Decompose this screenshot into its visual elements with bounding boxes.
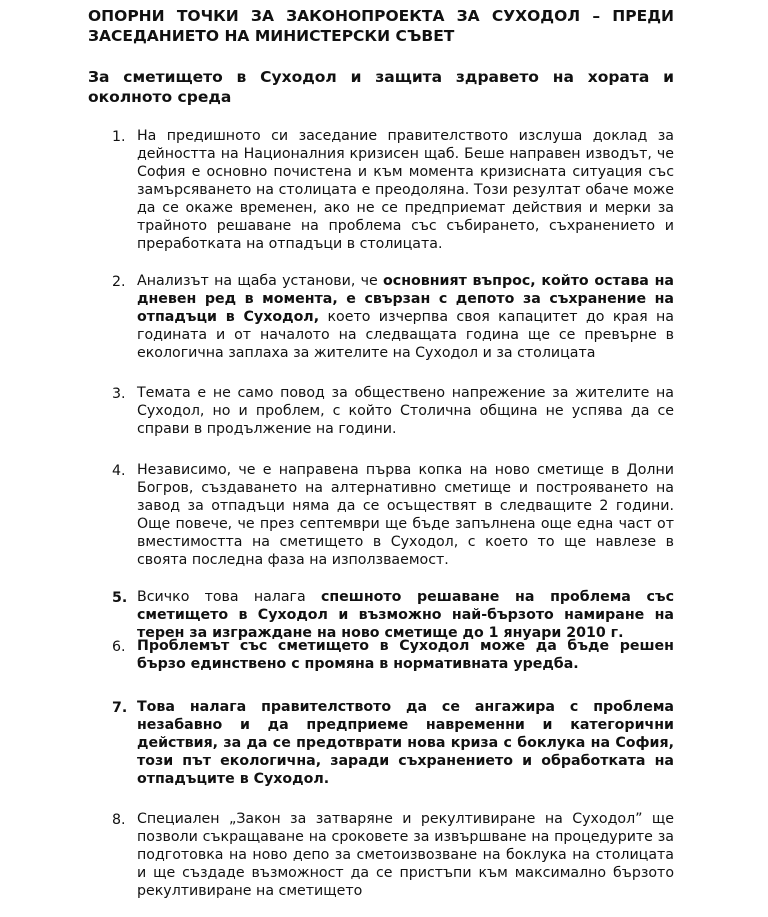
list-item-text: Това налага правителството да се ангажира с проблема незабавно и да предприеме навременни и категорични действия, за да се предотврати нова криза с боклука на София, този път екологична, заради съхранението и обработката на отпадъците в Суходол. (137, 699, 674, 787)
text-emphasis: основният въпрос, който остава на дневен ред в момента, е свързан с депото за съхранение на отпадъци в Суходол, (137, 273, 674, 325)
document-subtitle: За сметището в Суходол и защита здравето на хората и околното среда (88, 68, 674, 106)
list-item-text (137, 588, 674, 642)
list-item-6 (112, 637, 674, 673)
text-emphasis: спешното решаване на проблема със сметището в Суходол и възможно най-бързото намиране на терен за изграждане на ново сметище до 1 януари 2010 г. (137, 589, 675, 641)
text-regular: Анализът на щаба установи, че (137, 273, 384, 289)
text-regular: Всичко това налага (137, 589, 321, 605)
list-item-text: Темата е не само повод за обществено напрежение за жителите на Суходол, но и проблем, с който Столична община не успява да се справи в продължение на години. (137, 385, 674, 437)
list-number: 2. (112, 274, 126, 290)
list-item-7 (112, 698, 674, 788)
list-item-text (137, 272, 674, 362)
list-number: 3. (112, 386, 126, 402)
list-item-text: Специален „Закон за затваряне и рекултивиране на Суходол” ще позволи съкращаване на сроковете за извършване на процедурите за подготовка на ново депо за сметоизвозване на боклука на столицата и ще създаде възможност да се пристъпи към максимално бързото рекултивиране на сметището (137, 811, 674, 899)
list-number: 4. (112, 463, 126, 479)
list-item-8 (112, 810, 674, 900)
list-number: 5. (112, 590, 128, 606)
list-item-3 (112, 384, 674, 438)
list-number: 8. (112, 812, 126, 828)
list-item-2 (112, 272, 674, 362)
document-title: ОПОРНИ ТОЧКИ ЗА ЗАКОНОПРОЕКТА ЗА СУХОДОЛ – ПРЕДИ ЗАСЕДАНИЕТО НА МИНИСТЕРСКИ СЪВЕТ (88, 7, 674, 45)
list-item-4 (112, 461, 674, 569)
list-number: 1. (112, 129, 126, 145)
list-item-1 (112, 127, 674, 253)
text-regular: което изчерпва своя капацитет до края на годината и от началото на следващата година ще се превърне в екологична заплаха за жителите на Суходол и за столицата (137, 309, 674, 361)
list-number: 6. (112, 639, 126, 655)
list-number: 7. (112, 700, 128, 716)
list-item-5 (112, 588, 674, 642)
list-item-text: Независимо, че е направена първа копка на ново сметище в Долни Богров, създаването на алтернативно сметище и построяването на завод за отпадъци няма да се осъществят в следващите 2 години. Още повече, че през септември ще бъде запълнена още една част от вместимостта на сметището в Суходол, с което то ще навлезе в своята последна фаза на използваемост. (137, 462, 674, 568)
list-item-text: На предишното си заседание правителството изслуша доклад за дейността на Националния кризисен щаб. Беше направен изводът, че София е основно почистена и към момента кризисната ситуация със замърсяването на столицата е преодоляна. Този резултат обаче може да се окаже временен, ако не се предприемат действия и мерки за трайното решаване на проблема със събирането, съхранението и преработката на отпадъци в столицата. (137, 128, 674, 252)
list-item-text: Проблемът със сметището в Суходол може да бъде решен бързо единствено с промяна в нормативната уредба. (137, 638, 674, 672)
